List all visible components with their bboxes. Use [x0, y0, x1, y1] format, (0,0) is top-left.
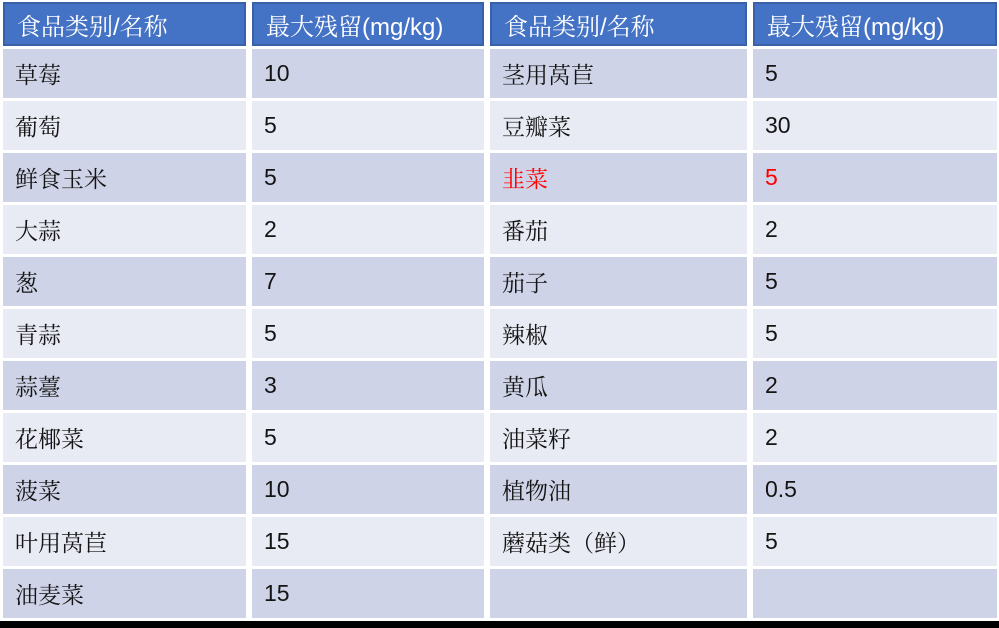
food-name-cell: 青蒜 — [3, 309, 246, 358]
food-name-cell: 草莓 — [3, 49, 246, 98]
food-name-cell: 油菜籽 — [490, 413, 747, 462]
residue-value-cell: 0.5 — [753, 465, 997, 514]
food-name-cell: 番茄 — [490, 205, 747, 254]
residue-value-cell: 5 — [753, 517, 997, 566]
header-max-residue-left: 最大残留(mg/kg) — [252, 2, 484, 46]
residue-value-cell: 15 — [252, 517, 484, 566]
residue-value-cell: 5 — [753, 49, 997, 98]
table-bottom-border — [0, 621, 999, 628]
residue-value-cell: 2 — [252, 205, 484, 254]
food-name-cell: 大蒜 — [3, 205, 246, 254]
residue-value-cell: 5 — [753, 257, 997, 306]
residue-value-cell: 7 — [252, 257, 484, 306]
food-name-cell: 葱 — [3, 257, 246, 306]
header-food-category-right: 食品类别/名称 — [490, 2, 747, 46]
residue-value-cell: 3 — [252, 361, 484, 410]
food-name-cell: 豆瓣菜 — [490, 101, 747, 150]
food-name-cell: 菠菜 — [3, 465, 246, 514]
food-name-cell: 花椰菜 — [3, 413, 246, 462]
food-name-cell: 辣椒 — [490, 309, 747, 358]
food-name-cell: 茄子 — [490, 257, 747, 306]
food-name-cell: 油麦菜 — [3, 569, 246, 618]
residue-value-cell: 2 — [753, 413, 997, 462]
food-name-cell: 葡萄 — [3, 101, 246, 150]
food-name-cell: 植物油 — [490, 465, 747, 514]
header-max-residue-right: 最大残留(mg/kg) — [753, 2, 997, 46]
food-name-cell: 叶用莴苣 — [3, 517, 246, 566]
residue-value-cell: 2 — [753, 205, 997, 254]
residue-value-cell: 5 — [753, 153, 997, 202]
food-name-cell: 韭菜 — [490, 153, 747, 202]
residue-value-cell: 15 — [252, 569, 484, 618]
food-name-cell: 茎用莴苣 — [490, 49, 747, 98]
residue-value-cell: 5 — [252, 413, 484, 462]
food-name-cell: 蘑菇类（鲜） — [490, 517, 747, 566]
food-name-cell: 蒜薹 — [3, 361, 246, 410]
residue-value-cell: 2 — [753, 361, 997, 410]
food-name-cell: 黄瓜 — [490, 361, 747, 410]
residue-value-cell: 10 — [252, 465, 484, 514]
residue-value-cell: 5 — [252, 309, 484, 358]
residue-value-cell: 5 — [252, 101, 484, 150]
header-food-category-left: 食品类别/名称 — [3, 2, 246, 46]
residue-table — [3, 2, 997, 618]
residue-value-cell — [753, 569, 997, 618]
residue-value-cell: 5 — [252, 153, 484, 202]
residue-value-cell: 10 — [252, 49, 484, 98]
residue-value-cell: 5 — [753, 309, 997, 358]
food-name-cell: 鲜食玉米 — [3, 153, 246, 202]
food-name-cell — [490, 569, 747, 618]
residue-value-cell: 30 — [753, 101, 997, 150]
